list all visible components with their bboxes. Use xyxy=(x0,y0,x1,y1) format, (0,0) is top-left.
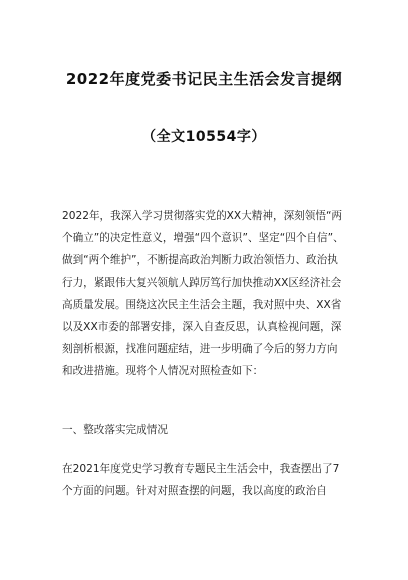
section-paragraph: 在2021年度党史学习教育专题民主生活会中，我查摆出了7个方面的问题。针对对照查摆的问题，我以高度的政治自 xyxy=(62,463,340,498)
document-title: 2022年度党委书记民主生活会发言提纲 xyxy=(65,70,343,88)
document-subtitle: （全文10554字） xyxy=(142,129,266,145)
intro-paragraph: 2022年，我深入学习贯彻落实党的XX大精神，深刻领悟“两个确立”的决定性意义，增强“四个意识”、坚定“四个自信”、做到“两个维护”，不断提高政治判断力政治领悟力、政治执行力，紧跟伟大复兴领航人踔厉笃行加快推动XX区经济社会高质量发展。围绕这次民主生活会主题，我对照中央、XX省以及XX市委的部署安排，深入自查反思，认真检视问题，深刻剖析根源，找准问题症结，进一步明确了今后的努力方向和改进措施。现将个人情况对照检查如下： xyxy=(62,210,344,378)
section-heading: 一、整改落实完成情况 xyxy=(62,424,168,436)
